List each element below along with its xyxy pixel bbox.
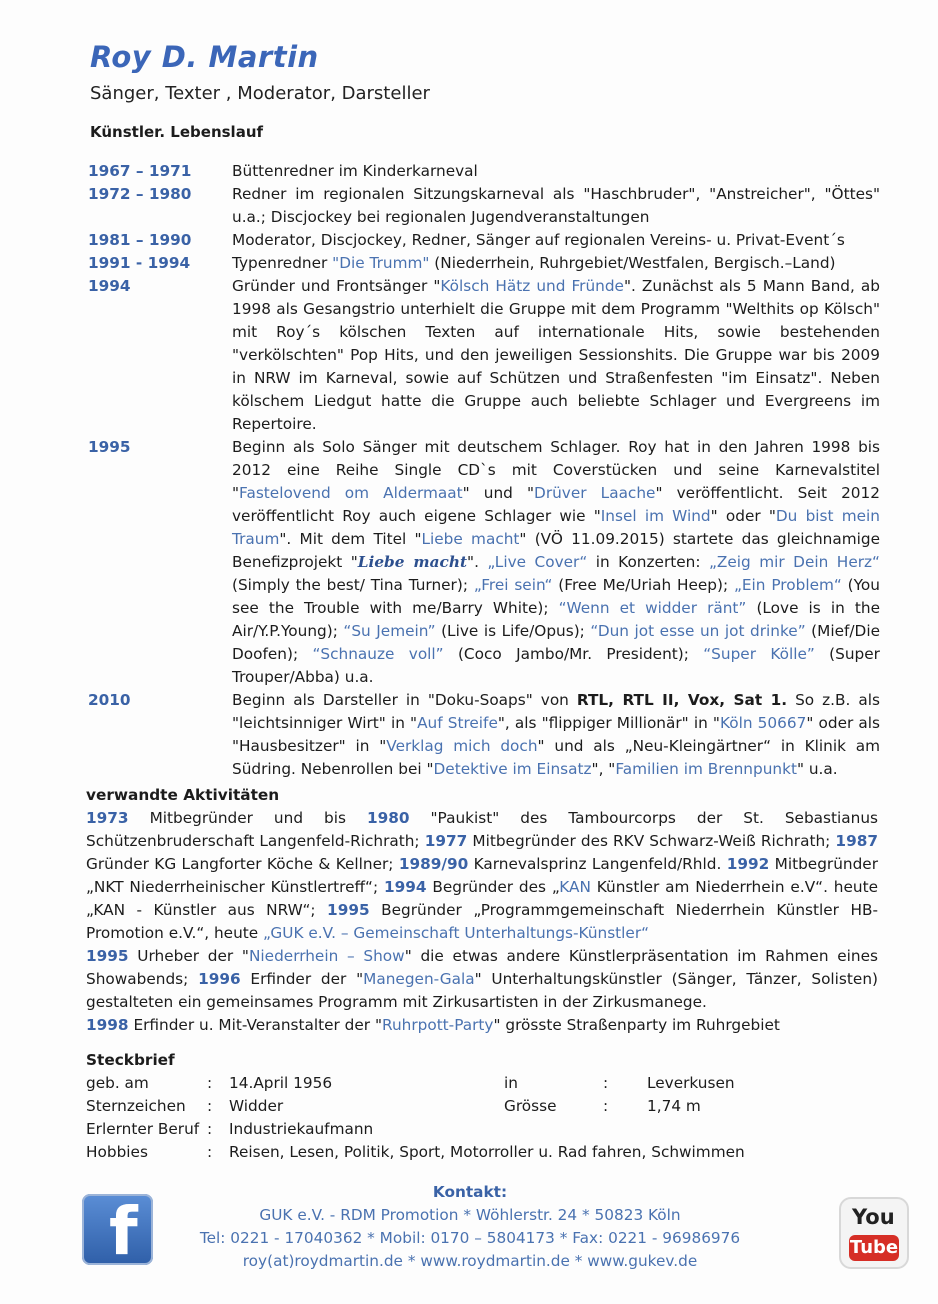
profile-heading: Steckbrief (86, 1051, 175, 1069)
text-blue: Auf Streife (417, 714, 498, 732)
height-label: Grösse (504, 1097, 557, 1115)
related-heading: verwandte Aktivitäten (86, 786, 280, 804)
text-blue: Ruhrpott-Party (382, 1016, 494, 1034)
text-yr: 1998 (86, 1016, 129, 1034)
text-blue: Kölsch Hätz und Fründe (440, 277, 624, 295)
text-blue: KAN (559, 878, 591, 896)
text-run: " oder " (710, 507, 776, 525)
text-blue: Köln 50667 (719, 714, 807, 732)
text-blue: Drüver Laache (534, 484, 656, 502)
profile-row (86, 1095, 745, 1118)
facebook-glyph: f (109, 1193, 138, 1270)
colon: : (207, 1120, 213, 1138)
text-run: (Simply the best/ Tina Turner); (232, 576, 474, 594)
youtube-icon[interactable] (839, 1197, 909, 1269)
youtube-tube: Tube (849, 1235, 899, 1261)
text-run: (Super Trouper/Abba) u.a. (232, 645, 880, 686)
colon: : (207, 1097, 213, 1115)
born-label: geb. am (86, 1074, 149, 1092)
related-activities (86, 784, 878, 1037)
timeline-year: 1994 (88, 277, 131, 295)
text-run: Urheber der " (128, 947, 249, 965)
person-name: Roy D. Martin (90, 40, 319, 74)
text-run: (You see the Trouble with me/Barry White); (232, 576, 880, 617)
height-value: 1,74 m (647, 1097, 701, 1115)
profile-row (86, 1118, 745, 1141)
text-run: Gründer und Frontsänger " (232, 277, 441, 295)
birthplace-label: in (504, 1074, 518, 1092)
related-paragraph (86, 807, 878, 945)
text-blue: “Su Jemein” (343, 622, 436, 640)
text-run: Mitbegründer und bis (128, 809, 367, 827)
text-yr: 1973 (86, 809, 129, 827)
text-run: (Free Me/Uriah Heep); (552, 576, 734, 594)
text-run: "Paukist" des Tambourcorps der St. Sebastianus Schützenbruderschaft Langenfeld-Richrath; (86, 809, 878, 850)
text-run: Beginn als Solo Sänger mit deutschem Schlager. Roy hat in den Jahren 1998 bis 2012 eine Reihe Single CD`s mit Coverstücken und seine Karnevalstitel " (232, 438, 880, 502)
profile-table (86, 1072, 745, 1164)
timeline-year: 1972 – 1980 (88, 185, 192, 203)
related-paragraph (86, 1014, 878, 1037)
text-run: " u.a. (796, 760, 838, 778)
timeline-row (88, 689, 880, 781)
text-run: (Love is in the Air/Y.P.Young); (232, 599, 880, 640)
text-run: Begründer des „ (426, 878, 560, 896)
colon: : (207, 1143, 213, 1161)
text-yr: 1980 (366, 809, 410, 827)
contact-address: GUK e.V. - RDM Promotion * Wöhlerstr. 24 * 50823 Köln (259, 1206, 681, 1224)
timeline-row (88, 160, 880, 183)
text-run: " und " (462, 484, 535, 502)
contact-block (180, 1181, 760, 1273)
profile-row (86, 1141, 745, 1164)
text-blue: Detektive im Einsatz (433, 760, 592, 778)
contact-phone: Tel: 0221 - 17040362 * Mobil: 0170 – 5804173 * Fax: 0221 - 96986976 (199, 1229, 741, 1247)
timeline-year: 1967 – 1971 (88, 162, 192, 180)
text-yr: 1994 (383, 878, 427, 896)
facebook-icon[interactable] (82, 1193, 153, 1270)
text-run: " die etwas andere Künstlerpräsentation im Rahmen eines Showabends; (86, 947, 879, 988)
text-run: " und als „Neu-Kleingärtner“ in Klinik am Südring. Nebenrollen bei " (232, 737, 881, 778)
timeline-text (232, 252, 880, 275)
text-blue: „Ein Problem“ (733, 576, 842, 594)
text-blue: Niederrhein – Show (248, 947, 405, 965)
text-run: " veröffentlicht. Seit 2012 veröffentlicht Roy auch eigene Schlager wie " (232, 484, 881, 525)
contact-heading: Kontakt: (432, 1183, 508, 1201)
text-yr: 1987 (835, 832, 878, 850)
text-blue: “Dun jot esse un jot drinke” (590, 622, 806, 640)
timeline-text (232, 436, 880, 689)
text-run: ". Zunächst als 5 Mann Band, ab 1998 als Gesangstrio unterhielt die Gruppe mit dem Programm "Welthits op Kölsch" mit Roy´s kölschen Texten auf internationale Hits, sowie bestehenden "verkölschten" Pop Hits, und den jeweiligen Sessionshits. Die Gruppe war bis 2009 in NRW im Karneval, sowie auf Schützen und Straßenfesten "im Einsatz". Neben kölschem Liedgut hatte die Gruppe auch beliebte Schlager und Evergreens im Repertoire. (232, 277, 880, 433)
text-run: Gründer KG Langforter Köche & Kellner; (86, 855, 399, 873)
hobbies-value: Reisen, Lesen, Politik, Sport, Motorroller u. Rad fahren, Schwimmen (229, 1143, 745, 1161)
related-paragraph (86, 945, 878, 1014)
text-blue: “Super Kölle” (703, 645, 815, 663)
text-run: Erfinder u. Mit-Veranstalter der " (128, 1016, 382, 1034)
text-blue: Insel im Wind (600, 507, 711, 525)
text-blue: Liebe macht (421, 530, 520, 548)
cv-heading: Künstler. Lebenslauf (90, 123, 264, 141)
timeline-row (88, 229, 880, 252)
text-blue: Fastelovend om Aldermaat (239, 484, 463, 502)
text-yr: 1977 (424, 832, 468, 850)
job-value: Industriekaufmann (229, 1120, 374, 1138)
text-run: Begründer „Programmgemeinschaft Niederrhein Künstler HB-Promotion e.V.“, heute (86, 901, 878, 942)
text-run: in Konzerten: (587, 553, 709, 571)
text-hand: Liebe macht (357, 553, 468, 571)
text-blue: „Frei sein“ (473, 576, 553, 594)
sign-label: Sternzeichen (86, 1097, 186, 1115)
timeline (88, 160, 880, 781)
text-bold: RTL, RTL II, Vox, Sat 1. (576, 691, 788, 709)
sign-value: Widder (229, 1097, 284, 1115)
text-yr: 1989/90 (398, 855, 469, 873)
timeline-year: 2010 (88, 691, 131, 709)
text-yr: 1992 (726, 855, 770, 873)
text-run: Typenredner (232, 254, 333, 272)
text-run: ", als "flippiger Millionär" in " (497, 714, 720, 732)
text-run: Mitbegründer „NKT Niederrheinischer Künstlertreff“; (86, 855, 878, 896)
text-run: " (VÖ 11.09.2015) startete das gleichnamige Benefizprojekt " (232, 530, 880, 571)
timeline-text (232, 275, 880, 436)
text-run: " grösste Straßenparty im Ruhrgebiet (493, 1016, 780, 1034)
text-run: " Unterhaltungskünstler (Sänger, Tänzer, Solisten) gestalteten ein gemeinsames Programm mit Zirkusartisten in der Zirkusmanege. (86, 970, 878, 1011)
youtube-text: You (852, 1205, 895, 1229)
text-blue: „GUK e.V. – Gemeinschaft Unterhaltungs-Künstler“ (263, 924, 650, 942)
text-run: Künstler am Niederrhein e.V“. heute „KAN - Künstler aus NRW“; (86, 878, 878, 919)
timeline-text: Redner im regionalen Sitzungskarneval als "Haschbruder", "Anstreicher", "Öttes" u.a.; Discjockey bei regionalen Jugendveranstaltungen (232, 185, 880, 226)
text-run: (Mief/Die Doofen); (232, 622, 880, 663)
job-label: Erlernter Beruf (86, 1120, 200, 1138)
timeline-row (88, 183, 880, 229)
text-run: (Live is Life/Opus); (435, 622, 591, 640)
text-run: Beginn als Darsteller in "Doku-Soaps" von (232, 691, 577, 709)
colon: : (603, 1097, 609, 1115)
contact-web[interactable]: roy(at)roydmartin.de * www.roydmartin.de * www.gukev.de (242, 1252, 698, 1270)
text-yr: 1996 (198, 970, 241, 988)
profile-section (86, 1049, 745, 1164)
hobbies-label: Hobbies (86, 1143, 148, 1161)
profile-row (86, 1072, 745, 1095)
timeline-year: 1981 – 1990 (88, 231, 192, 249)
timeline-text: Moderator, Discjockey, Redner, Sänger auf regionalen Vereins- u. Privat-Event´s (232, 231, 845, 249)
timeline-row (88, 275, 880, 436)
timeline-row (88, 252, 880, 275)
text-blue: Familien im Brennpunkt (615, 760, 797, 778)
text-blue: „Zeig mir Dein Herz“ (708, 553, 880, 571)
timeline-row (88, 436, 880, 689)
text-yr: 1995 (86, 947, 129, 965)
text-blue: Manegen-Gala (363, 970, 475, 988)
timeline-year: 1995 (88, 438, 131, 456)
text-blue: “Schnauze voll” (312, 645, 444, 663)
birthplace-value: Leverkusen (647, 1074, 735, 1092)
text-run: Karnevalsprinz Langenfeld/Rhld. (468, 855, 727, 873)
born-value: 14.April 1956 (229, 1074, 333, 1092)
text-run: Erfinder der " (240, 970, 364, 988)
text-run: ", " (591, 760, 616, 778)
text-run: ". Mit dem Titel " (279, 530, 422, 548)
text-blue: „Live Cover“ (487, 553, 588, 571)
timeline-text: Büttenredner im Kinderkarneval (232, 162, 478, 180)
text-yr: 1995 (327, 901, 370, 919)
timeline-year: 1991 - 1994 (88, 254, 191, 272)
text-run: (Niederrhein, Ruhrgebiet/Westfalen, Bergisch.–Land) (429, 254, 836, 272)
colon: : (603, 1074, 609, 1092)
text-blue: Verklag mich doch (386, 737, 538, 755)
subtitle: Sänger, Texter , Moderator, Darsteller (90, 83, 430, 104)
timeline-text (232, 689, 880, 781)
colon: : (207, 1074, 213, 1092)
text-blue: Du bist mein Traum (232, 507, 880, 548)
text-run: Mitbegründer des RKV Schwarz-Weiß Richrath; (467, 832, 836, 850)
text-run: " oder als "Hausbesitzer" in " (232, 714, 880, 755)
text-blue: "Die Trumm" (332, 254, 430, 272)
text-run: ". (467, 553, 488, 571)
text-run: (Coco Jambo/Mr. President); (443, 645, 704, 663)
text-run: So z.B. als "leichtsinniger Wirt" in " (232, 691, 881, 732)
text-blue: “Wenn et widder ränt” (558, 599, 747, 617)
